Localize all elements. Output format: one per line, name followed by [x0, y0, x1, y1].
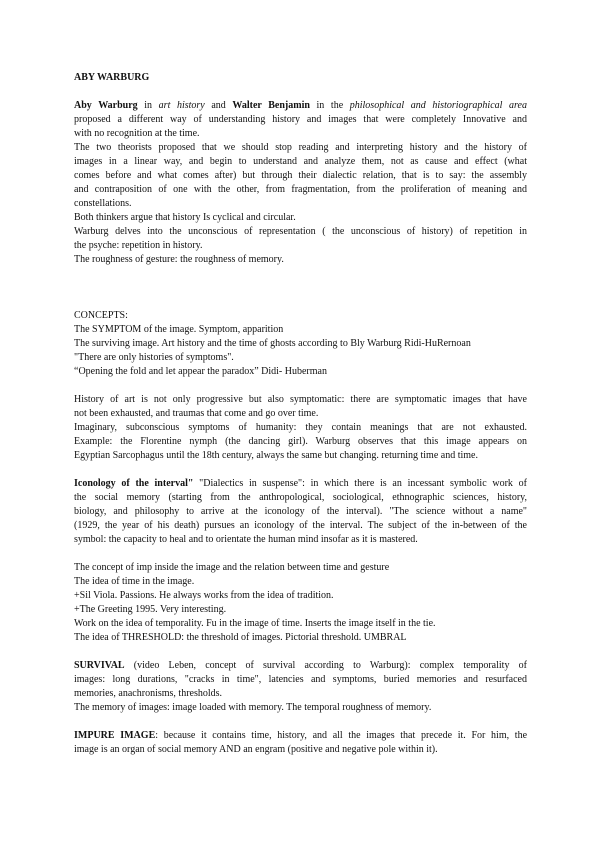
text-run: the psyche: repetition in history.: [74, 240, 203, 251]
text-run: Both thinkers argue that history Is cyclical and circular.: [74, 212, 296, 223]
text-run: biology, and philosophy to arrive at the iconology of the interval). "The science without a name": [74, 506, 527, 517]
text-line: [74, 365, 527, 379]
text-line: [74, 435, 527, 449]
text-run: in the: [309, 100, 350, 111]
text-line: [74, 729, 527, 743]
text-line: [74, 197, 527, 211]
document-title: ABY WARBURG: [74, 72, 150, 83]
text-line: [74, 127, 527, 141]
text-line: [74, 743, 527, 757]
text-line: [74, 169, 527, 183]
document-body: [74, 85, 527, 757]
text-run: The concept of imp inside the image and the relation between time and gesture: [74, 562, 390, 573]
text-line: [74, 351, 527, 365]
text-run: memories, anachronisms, thresholds.: [74, 688, 223, 699]
text-line: [74, 491, 527, 505]
text-run: The memory of images: image loaded with memory. The temporal roughness of memory.: [74, 702, 432, 713]
text-line: [74, 337, 527, 351]
text-line: [74, 477, 527, 491]
blank-line: [74, 715, 527, 729]
text-line: [74, 589, 527, 603]
bold-term: Aby Warburg: [74, 100, 138, 111]
text-line: [74, 673, 527, 687]
text-line: [74, 617, 527, 631]
text-line: [74, 99, 527, 113]
text-run: images: long durations, "cracks in time", latencies and symptoms, buried memories and resurfaced: [74, 674, 527, 685]
text-line: [74, 239, 527, 253]
bold-term: IMPURE IMAGE: [74, 730, 156, 741]
blank-line: [74, 281, 527, 295]
bold-term: Walter Benjamin: [232, 100, 310, 111]
text-run: The roughness of gesture: the roughness of memory.: [74, 254, 284, 265]
italic-term: art history: [158, 100, 205, 111]
text-run: The surviving image. Art history and the time of ghosts according to Bly Warburg Ridi-HuRernoan: [74, 338, 471, 349]
text-run: and contraposition of one with the other, from fragmentation, from the proliferation of meaning and: [74, 184, 527, 195]
text-line: [74, 575, 527, 589]
text-line: [74, 449, 527, 463]
text-line: [74, 603, 527, 617]
text-line: [74, 253, 527, 267]
text-line: [74, 225, 527, 239]
text-run: proposed a different way of understanding history and images that were completely Innovative and: [74, 114, 527, 125]
text-run: "Dialectics in suspense": in which there is an incessant symbolic work of: [193, 478, 527, 489]
text-line: [74, 533, 527, 547]
text-run: History of art is not only progressive but also symptomatic: there are symptomatic images that have: [74, 394, 527, 405]
text-run: +Sil Viola. Passions. He always works from the idea of tradition.: [74, 590, 334, 601]
text-line: [74, 659, 527, 673]
text-run: CONCEPTS:: [74, 310, 128, 321]
text-run: image is an organ of social memory AND an engram (positive and negative pole within it).: [74, 744, 438, 755]
text-run: symbol: the capacity to heal and to orientate the human mind insofar as it is mastered.: [74, 534, 418, 545]
blank-line: [74, 267, 527, 281]
text-line: [74, 113, 527, 127]
text-line: [74, 505, 527, 519]
text-line: [74, 155, 527, 169]
text-run: with no recognition at the time.: [74, 128, 200, 139]
blank-line: [74, 547, 527, 561]
text-run: +The Greeting 1995. Very interesting.: [74, 604, 227, 615]
text-line: [74, 687, 527, 701]
blank-line: [74, 645, 527, 659]
text-run: : because it contains time, history, and all the images that precede it. For him, the: [155, 730, 527, 741]
text-run: Egyptian Sarcophagus until the 18th century, always the same but changing. returning time and time.: [74, 450, 478, 461]
text-line: [74, 309, 527, 323]
text-run: Imaginary, subconscious symptoms of humanity: they contain meanings that are not exhausted.: [74, 422, 527, 433]
text-line: [74, 141, 527, 155]
text-run: (video Leben, concept of survival according to Warburg): complex temporality of: [124, 660, 527, 671]
text-run: Work on the idea of temporality. Fu in the image of time. Inserts the image itself in the tie.: [74, 618, 436, 629]
text-run: in: [137, 100, 159, 111]
text-line: [74, 519, 527, 533]
text-line: [74, 183, 527, 197]
text-line: [74, 701, 527, 715]
text-line: [74, 631, 527, 645]
text-run: The SYMPTOM of the image. Symptom, apparition: [74, 324, 284, 335]
text-line: [74, 421, 527, 435]
text-run: (1929, the year of his death) pursues an iconology of the interval. The subject of the in-between of the: [74, 520, 527, 531]
text-run: The two theorists proposed that we should stop reading and interpreting history and the history of: [74, 142, 527, 153]
text-run: Example: the Florentine nymph (the dancing girl). Warburg observes that this image appears on: [74, 436, 527, 447]
text-run: the social memory (starting from the anthropological, sociological, ethnographic sciences, history,: [74, 492, 527, 503]
blank-line: [74, 463, 527, 477]
bold-term: Iconology of the interval": [74, 478, 194, 489]
text-run: The idea of time in the image.: [74, 576, 195, 587]
text-run: The idea of THRESHOLD: the threshold of images. Pictorial threshold. UMBRAL: [74, 632, 407, 643]
text-run: Warburg delves into the unconscious of representation ( the unconscious of history) of repetition in: [74, 226, 527, 237]
text-run: and: [204, 100, 233, 111]
bold-term: SURVIVAL: [74, 660, 125, 671]
text-line: [74, 407, 527, 421]
text-run: constellations.: [74, 198, 132, 209]
blank-line: [74, 295, 527, 309]
blank-line: [74, 379, 527, 393]
blank-line: [74, 85, 527, 99]
text-line: [74, 323, 527, 337]
text-line: [74, 393, 527, 407]
text-run: not been exhausted, and traumas that come and go over time.: [74, 408, 319, 419]
text-run: comes before and what comes after) but through their dialectic relation, that is to say: the assembly: [74, 170, 527, 181]
italic-term: philosophical and historiographical area: [349, 100, 527, 111]
text-run: “Opening the fold and let appear the paradox” Didi- Huberman: [74, 366, 327, 377]
document-page: [74, 71, 527, 757]
text-run: images in a linear way, and begin to understand and analyze them, not as cause and effect (what: [74, 156, 527, 167]
text-line: [74, 561, 527, 575]
text-line: [74, 211, 527, 225]
text-run: "There are only histories of symptoms".: [74, 352, 234, 363]
